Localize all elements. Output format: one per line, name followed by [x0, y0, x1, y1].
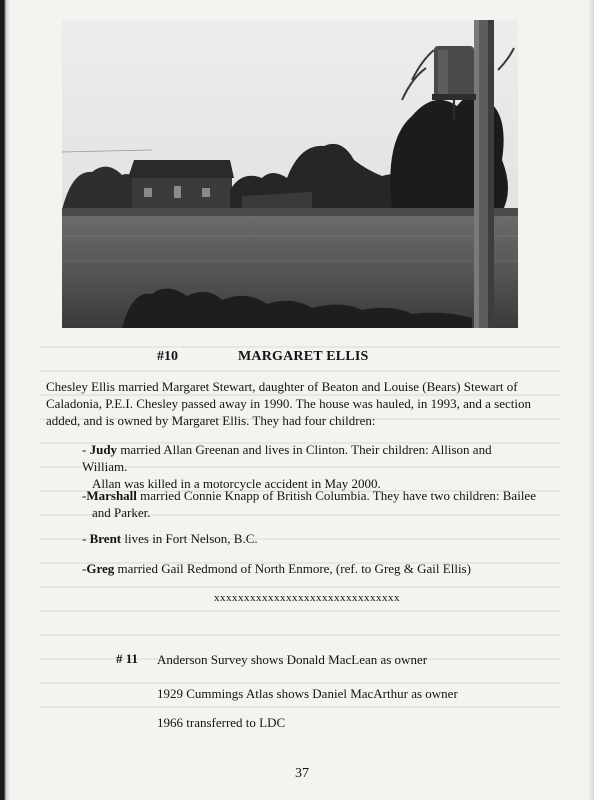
child-text: married Gail Redmond of North Enmore, (ref. to Greg & Gail Ellis)	[114, 561, 471, 576]
survey-line-anderson: Anderson Survey shows Donald MacLean as owner	[157, 652, 428, 667]
farmhouse-photo	[62, 20, 518, 328]
section-number: #10	[157, 349, 178, 364]
child-text-continued: Allan was killed in a motorcycle accident in May 2000.	[92, 476, 381, 491]
child-entry-judy	[82, 441, 537, 492]
survey-line-cummings: 1929 Cummings Atlas shows Daniel MacArthur as owner	[157, 686, 458, 701]
child-name: Marshall	[86, 488, 137, 503]
survey-line-ldc: 1966 transferred to LDC	[157, 715, 286, 730]
child-text: married Connie Knapp of British Columbia. They have two children: Bailee	[136, 488, 536, 503]
section-separator: xxxxxxxxxxxxxxxxxxxxxxxxxxxxxxx	[214, 592, 400, 604]
child-entry-brent	[82, 530, 537, 547]
child-prefix: -	[82, 531, 90, 546]
child-prefix: -	[82, 561, 87, 576]
child-name: Greg	[86, 561, 115, 576]
child-text: married Allan Greenan and lives in Clinton. Their children: Allison and William.	[82, 442, 492, 474]
child-prefix: -	[82, 442, 90, 457]
page-right-edge	[588, 0, 594, 800]
child-name: Judy	[89, 442, 118, 457]
child-text: lives in Fort Nelson, B.C.	[121, 531, 258, 546]
section-title: MARGARET ELLIS	[238, 349, 369, 364]
child-entry-marshall	[82, 487, 537, 521]
survey-section-number: # 11	[116, 651, 139, 666]
child-prefix: -	[82, 488, 87, 503]
page-binding-edge	[0, 0, 10, 800]
child-text-continued: and Parker.	[92, 505, 151, 520]
section-heading	[0, 349, 594, 369]
child-entry-greg	[82, 560, 537, 577]
page-number: 37	[295, 766, 309, 781]
child-name: Brent	[89, 531, 122, 546]
intro-paragraph: Chesley Ellis married Margaret Stewart, daughter of Beaton and Louise (Bears) Stewart of Caladonia, P.E.I. Chesley passed away in 1990. The house was hauled, in 1993, and a section added, and is owned by Margaret Ellis. They had four children:	[46, 379, 531, 428]
